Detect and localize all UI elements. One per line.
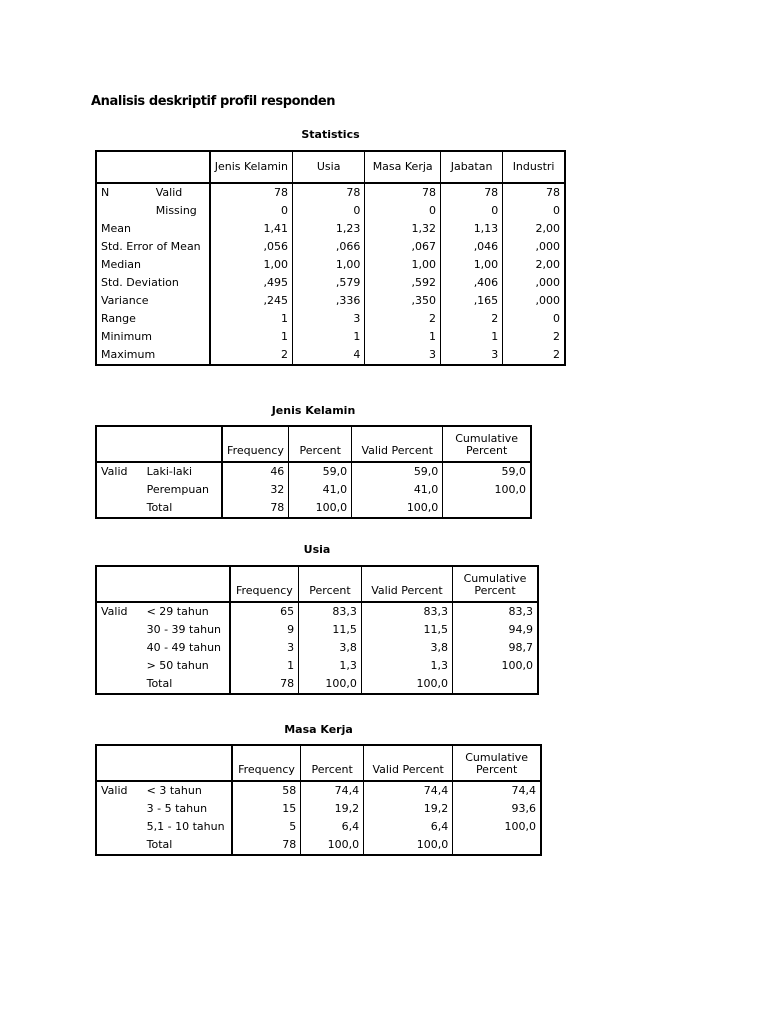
freq-row [96,657,538,675]
cell-value: 3 [440,346,502,365]
column-header: Frequency [232,745,301,781]
row-label: Median [96,256,210,274]
cell-value: ,066 [292,238,364,256]
column-header: Industri [503,151,565,183]
cell-value: 1,00 [440,256,502,274]
cell-value: ,056 [210,238,293,256]
cell-value: 78 [230,675,299,694]
row-label: < 3 tahun [143,781,232,800]
statistics-row [96,328,565,346]
statistics-row [96,292,565,310]
cell-value: ,000 [503,292,565,310]
cell-value: 3,8 [361,639,452,657]
cell-value: 9 [230,621,299,639]
cell-value: ,495 [210,274,293,292]
statistics-header-row [96,151,565,183]
cell-value: ,406 [440,274,502,292]
cell-value: 83,3 [453,602,538,621]
row-label: Variance [96,292,210,310]
cell-value: 2 [503,346,565,365]
cell-value: 11,5 [361,621,452,639]
cell-value: 83,3 [299,602,362,621]
column-header: Percent [301,745,364,781]
row-sublabel: Valid [152,183,210,202]
masa-kerja-table [95,744,542,856]
statistics-row [96,183,565,202]
cell-value: 1,00 [365,256,441,274]
cell-value: 2 [210,346,293,365]
freq-row [96,836,541,855]
cell-value: 59,0 [352,462,443,481]
cell-value: 93,6 [453,800,541,818]
freq-row [96,800,541,818]
cell-value: 100,0 [453,818,541,836]
cell-value: 78 [440,183,502,202]
column-header: Percent [299,566,362,602]
row-label: N [101,186,110,199]
freq-row [96,621,538,639]
cell-value: 83,3 [361,602,452,621]
freq-row [96,818,541,836]
freq-header-row [96,566,538,602]
row-label: 40 - 49 tahun [143,639,230,657]
cell-value: 1,00 [292,256,364,274]
cell-value [453,836,541,855]
cell-value: 1,13 [440,220,502,238]
column-header: Frequency [222,426,289,462]
cell-value: ,046 [440,238,502,256]
cell-value: 74,4 [301,781,364,800]
statistics-row [96,346,565,365]
statistics-row [96,256,565,274]
header-blank [96,745,232,781]
cell-value: 2 [503,328,565,346]
statistics-table [95,150,566,366]
cell-value: 46 [222,462,289,481]
cell-value: 1 [210,328,293,346]
cell-value: 65 [230,602,299,621]
cell-value: 78 [292,183,364,202]
statistics-title: Statistics [301,128,360,141]
freq-row [96,481,531,499]
column-header: Cumulative Percent [443,426,531,462]
row-label: 3 - 5 tahun [143,800,232,818]
column-header: Cumulative Percent [453,566,538,602]
cell-value: 100,0 [443,481,531,499]
row-label: Laki-laki [143,462,222,481]
column-header: Jabatan [440,151,502,183]
cell-value: 0 [292,202,364,220]
cell-value: 98,7 [453,639,538,657]
cell-value: 2,00 [503,256,565,274]
cell-value: 1 [210,310,293,328]
group-label: Valid [101,605,128,618]
cell-value: 58 [232,781,301,800]
cell-value: 3 [365,346,441,365]
cell-value: 0 [440,202,502,220]
cell-value: 1,3 [299,657,362,675]
cell-value: 3 [292,310,364,328]
cell-value: 1,23 [292,220,364,238]
cell-value: 5 [232,818,301,836]
cell-value [453,675,538,694]
freq-row [96,462,531,481]
cell-value: 59,0 [289,462,352,481]
jenis-kelamin-table [95,425,532,519]
usia-table [95,565,539,695]
cell-value: 3 [230,639,299,657]
row-label: Std. Deviation [96,274,210,292]
freq-header-row [96,745,541,781]
cell-value: 1,00 [210,256,293,274]
cell-value: 1 [292,328,364,346]
column-header: Valid Percent [364,745,453,781]
row-label: < 29 tahun [143,602,230,621]
cell-value: 78 [365,183,441,202]
cell-value: 11,5 [299,621,362,639]
header-blank [96,426,222,462]
freq-row [96,781,541,800]
cell-value: ,067 [365,238,441,256]
cell-value: 78 [210,183,293,202]
cell-value: 0 [503,202,565,220]
cell-value: 74,4 [364,781,453,800]
cell-value: 2 [440,310,502,328]
statistics-row [96,274,565,292]
freq-row [96,639,538,657]
cell-value: 32 [222,481,289,499]
cell-value: 41,0 [289,481,352,499]
row-sublabel: Missing [152,202,210,220]
cell-value: 15 [232,800,301,818]
column-header: Masa Kerja [365,151,441,183]
cell-value: 100,0 [299,675,362,694]
cell-value: 19,2 [364,800,453,818]
column-header: Jenis Kelamin [210,151,293,183]
column-header: Valid Percent [361,566,452,602]
cell-value: 59,0 [443,462,531,481]
row-label: Maximum [96,346,210,365]
cell-value: 1,3 [361,657,452,675]
column-header: Cumulative Percent [453,745,541,781]
cell-value: ,579 [292,274,364,292]
cell-value: 6,4 [364,818,453,836]
row-label: Total [143,836,232,855]
row-label: Std. Error of Mean [96,238,210,256]
cell-value: ,592 [365,274,441,292]
jenis-kelamin-title: Jenis Kelamin [271,404,356,417]
cell-value: ,165 [440,292,502,310]
cell-value: ,350 [365,292,441,310]
statistics-row [96,310,565,328]
cell-value: 0 [210,202,293,220]
cell-value: 1,32 [365,220,441,238]
cell-value: 0 [365,202,441,220]
freq-row [96,675,538,694]
row-label [96,202,152,220]
cell-value: 100,0 [301,836,364,855]
cell-value: 1 [440,328,502,346]
column-header: Valid Percent [352,426,443,462]
cell-value: 100,0 [364,836,453,855]
cell-value: 19,2 [301,800,364,818]
cell-value: 100,0 [352,499,443,518]
cell-value: 1 [365,328,441,346]
cell-value: 6,4 [301,818,364,836]
column-header: Usia [292,151,364,183]
row-label: Range [96,310,210,328]
cell-value: ,000 [503,238,565,256]
cell-value: 2 [365,310,441,328]
row-label: Total [143,675,230,694]
usia-title: Usia [303,543,331,556]
row-label: 30 - 39 tahun [143,621,230,639]
header-blank [96,566,230,602]
cell-value: 100,0 [453,657,538,675]
cell-value: 100,0 [361,675,452,694]
cell-value: 78 [503,183,565,202]
statistics-row [96,202,565,220]
cell-value: 4 [292,346,364,365]
cell-value: 0 [503,310,565,328]
row-label: 5,1 - 10 tahun [143,818,232,836]
cell-value: 94,9 [453,621,538,639]
row-label: Minimum [96,328,210,346]
cell-value: 2,00 [503,220,565,238]
statistics-row [96,220,565,238]
group-label: Valid [101,465,128,478]
row-label: > 50 tahun [143,657,230,675]
cell-value: 78 [232,836,301,855]
cell-value: 78 [222,499,289,518]
group-label: Valid [101,784,128,797]
cell-value: 74,4 [453,781,541,800]
cell-value: ,000 [503,274,565,292]
column-header: Percent [289,426,352,462]
cell-value: ,245 [210,292,293,310]
cell-value: 100,0 [289,499,352,518]
row-label: Total [143,499,222,518]
freq-row [96,499,531,518]
row-label: Perempuan [143,481,222,499]
cell-value: ,336 [292,292,364,310]
freq-row [96,602,538,621]
cell-value: 1 [230,657,299,675]
statistics-row [96,238,565,256]
freq-header-row [96,426,531,462]
column-header: Frequency [230,566,299,602]
cell-value: 3,8 [299,639,362,657]
row-label: Mean [96,220,210,238]
masa-kerja-title: Masa Kerja [284,723,353,736]
page-heading: Analisis deskriptif profil responden [91,94,336,109]
cell-value: 41,0 [352,481,443,499]
cell-value: 1,41 [210,220,293,238]
cell-value [443,499,531,518]
